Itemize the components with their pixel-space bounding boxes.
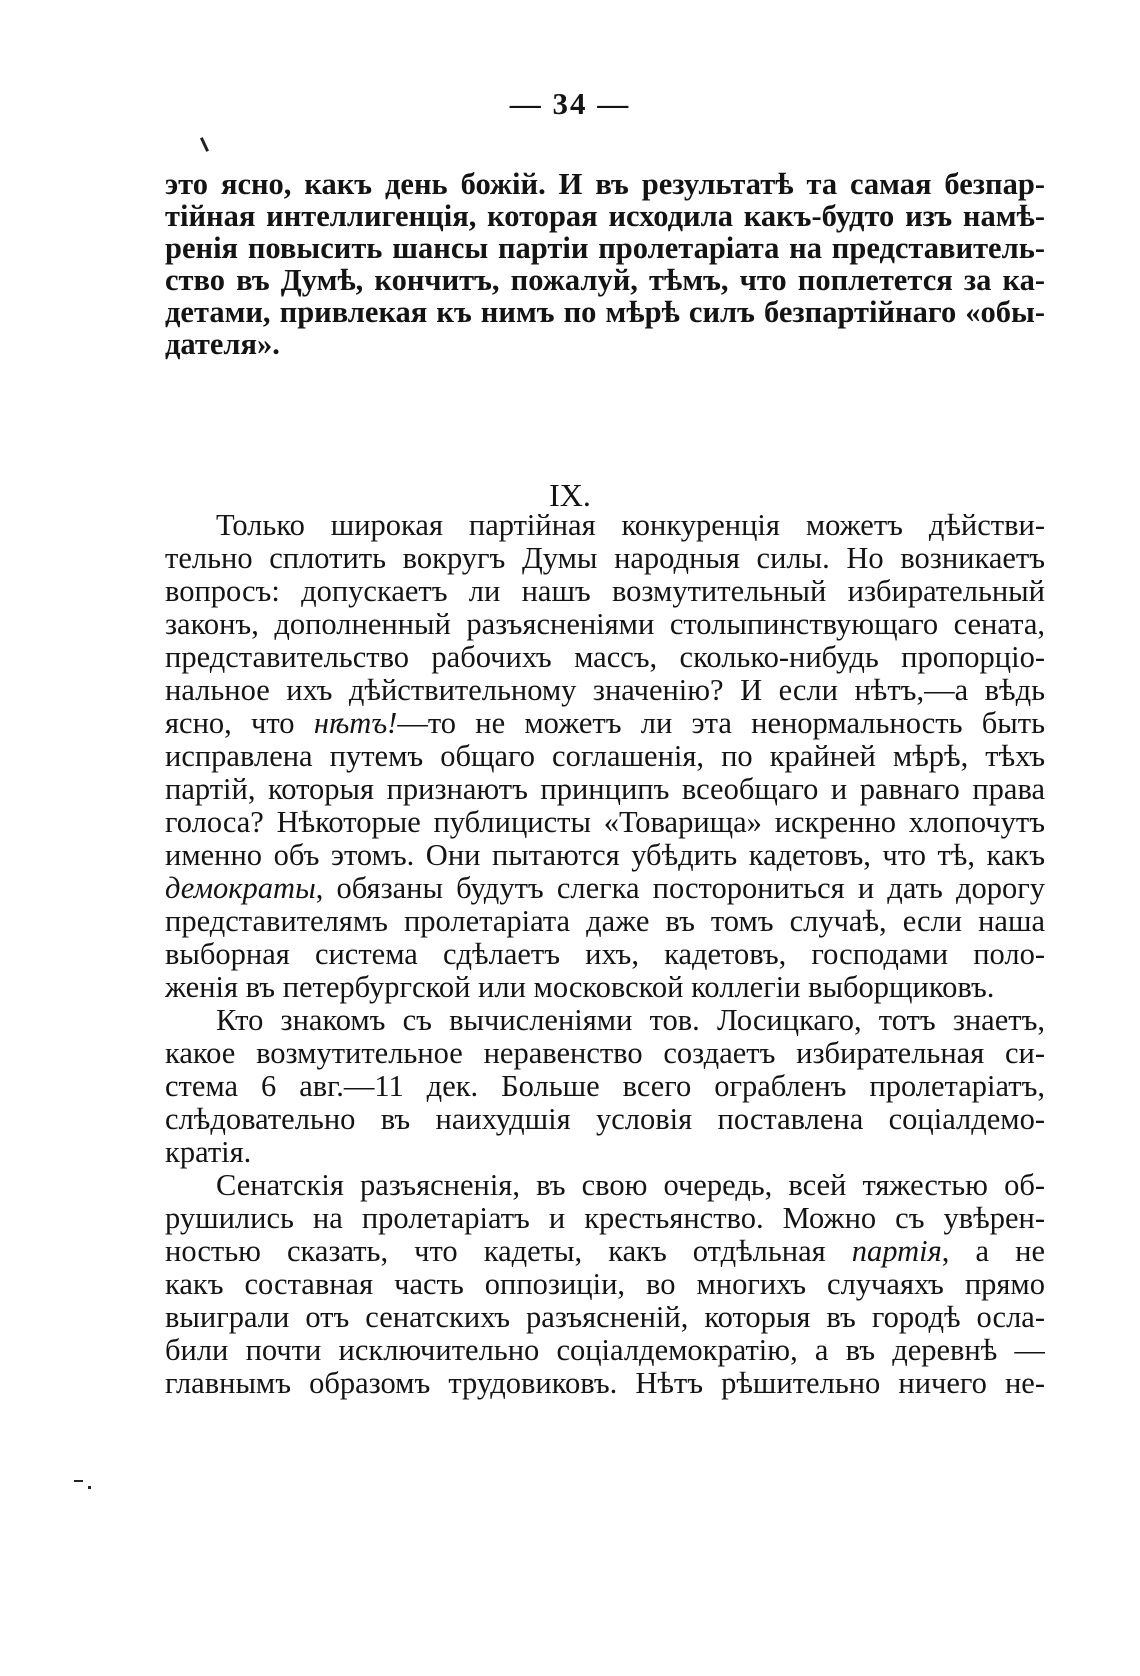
paragraph2-line: партій, которыя признаютъ принципъ всеобщаго и равнаго права: [165, 772, 1045, 806]
paragraph2-line: тельно сплотить вокругъ Думы народныя силы. Но возникаетъ: [165, 541, 1045, 575]
scan-speck: [74, 1480, 83, 1482]
paragraph4-line: Сенатскія разъясненія, въ свою очередь, всей тяжестью об-: [216, 1168, 1045, 1202]
paragraph3-line: стема 6 авг.—11 дек. Больше всего ограбленъ пролетаріатъ,: [165, 1069, 1045, 1103]
paragraph2-line: демократы, обязаны будутъ слегка посторониться и дать дорогу: [165, 871, 1045, 905]
paragraph4-line: какъ составная часть оппозиціи, во многихъ случаяхъ прямо: [165, 1267, 1045, 1301]
page-number: — 34 —: [509, 86, 631, 121]
italic-emphasis: партія: [851, 1234, 942, 1268]
paragraph2-line: голоса? Нѣкоторые публицисты «Товарища» искренно хлопочутъ: [165, 805, 1045, 839]
paragraph2-line: исправлена путемъ общаго соглашенія, по крайней мѣрѣ, тѣхъ: [165, 739, 1045, 773]
paragraph2-line: женія въ петербургской или московской коллегіи выборщиковъ.: [165, 970, 995, 1004]
paragraph3-line: Кто знакомъ съ вычисленіями тов. Лосицкаго, тотъ знаетъ,: [216, 1003, 1045, 1037]
paragraph2-line: вопросъ: допускаетъ ли нашъ возмутительный избирательный: [165, 574, 1045, 608]
section-heading: IX.: [549, 477, 591, 513]
paragraph4-line: главнымъ образомъ трудовиковъ. Нѣтъ рѣшительно ничего не-: [165, 1366, 1045, 1400]
paragraph3-line: какое возмутительное неравенство создаетъ избирательная си-: [165, 1036, 1045, 1070]
paragraph2-line: представительство рабочихъ массъ, сколько-нибудь пропорціо-: [165, 640, 1045, 674]
paragraph1-line: тійная интеллигенція, которая исходила какъ-будто изъ намѣ-: [165, 199, 1045, 233]
italic-emphasis: демократы: [165, 871, 316, 905]
paragraph2-line: ясно, что нѣтъ!—то не можетъ ли эта ненормальность быть: [165, 706, 1045, 740]
paragraph1-line: дателя».: [165, 327, 280, 361]
paragraph2-line: выборная система сдѣлаетъ ихъ, кадетовъ, господами поло-: [165, 937, 1045, 971]
paragraph3-line: слѣдовательно въ наихудшія условія поставлена соціалдемо-: [165, 1102, 1045, 1136]
scan-speck: [200, 137, 209, 152]
scan-speck: [88, 1486, 91, 1489]
paragraph1-line: детами, привлекая къ нимъ по мѣрѣ силъ безпартійнаго «обы-: [165, 295, 1045, 329]
paragraph2-line: законъ, дополненный разъясненіями столыпинствующаго сената,: [165, 607, 1045, 641]
paragraph4-line: ностью сказать, что кадеты, какъ отдѣльная партія, а не: [165, 1234, 1045, 1268]
paragraph2-line: представителямъ пролетаріата даже въ томъ случаѣ, если наша: [165, 904, 1045, 938]
paragraph4-line: били почти исключительно соціалдемократію, а въ деревнѣ —: [165, 1333, 1045, 1367]
paragraph1-line: ренія повысить шансы партіи пролетаріата на представитель-: [165, 231, 1045, 265]
italic-emphasis: нѣтъ!: [313, 706, 398, 740]
paragraph2-line: Только широкая партійная конкуренція можетъ дѣйстви-: [216, 508, 1045, 542]
paragraph2-line: именно объ этомъ. Они пытаются убѣдить кадетовъ, что тѣ, какъ: [165, 838, 1045, 872]
paragraph2-line: нальное ихъ дѣйствительному значенію? И если нѣтъ,—а вѣдь: [165, 673, 1045, 707]
paragraph1-line: это ясно, какъ день божій. И въ результатѣ та самая безпар-: [165, 167, 1045, 201]
paragraph4-line: выиграли отъ сенатскихъ разъясненій, которыя въ городѣ осла-: [165, 1300, 1045, 1334]
paragraph4-line: рушились на пролетаріатъ и крестьянство. Можно съ увѣрен-: [165, 1201, 1045, 1235]
paragraph3-line: кратія.: [165, 1135, 252, 1169]
paragraph1-line: ство въ Думѣ, кончитъ, пожалуй, тѣмъ, что поплетется за ка-: [165, 263, 1045, 297]
